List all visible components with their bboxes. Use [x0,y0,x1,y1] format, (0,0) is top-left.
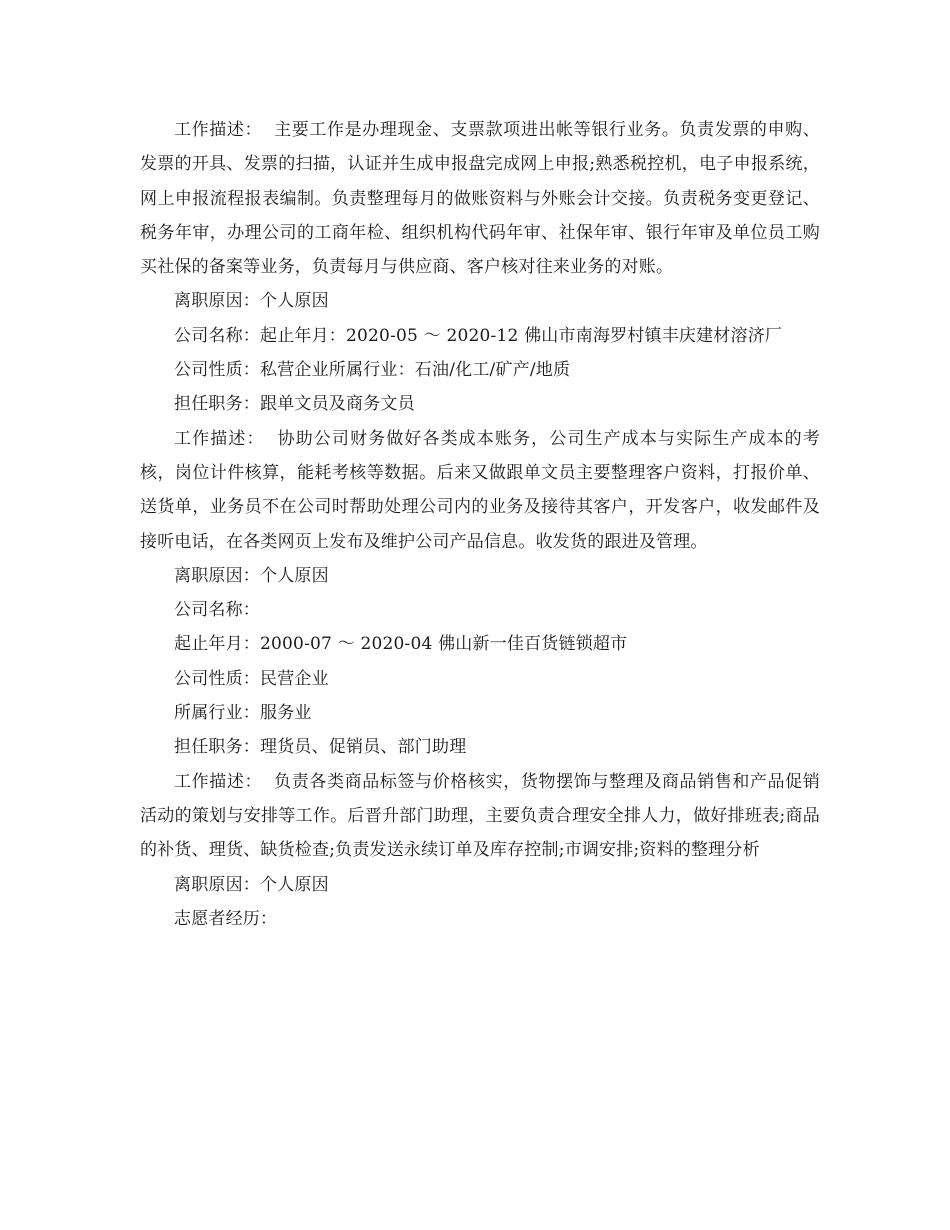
employment-period-line: 起止年月：2000-07 ～ 2020-04 佛山新一佳百货链锁超市 [174,634,628,655]
company-name-line: 公司名称： [174,600,260,621]
position-line: 担任职务：跟单文员及商务文员 [174,394,415,415]
company-nature-line: 公司性质：私营企业所属行业：石油/化工/矿产/地质 [174,360,571,381]
leave-reason-line: 离职原因：个人原因 [174,874,329,895]
leave-reason-line: 离职原因：个人原因 [174,291,329,312]
industry-line: 所属行业：服务业 [174,703,312,724]
leave-reason-line: 离职原因：个人原因 [174,565,329,586]
job-description-paragraph: 工作描述： 主要工作是办理现金、支票款项进出帐等银行业务。负责发票的申购、发票的开具、发票的扫描，认证并生成申报盘完成网上申报;熟悉税控机，电子申报系统，网上申报流程报表编制。负责整理每月的做账资料与外账会计交接。负责税务变更登记、税务年审，办理公司的工商年检、组织机构代码年审、社保年审、银行年审及单位员工购买社保的备案等业务，负责每月与供应商、客户核对往来业务的对账。 [140,120,820,278]
job-description-paragraph: 工作描述： 协助公司财务做好各类成本账务，公司生产成本与实际生产成本的考核，岗位计件核算，能耗考核等数据。后来又做跟单文员主要整理客户资料，打报价单、送货单，业务员不在公司时帮助处理公司内的业务及接待其客户，开发客户，收发邮件及接听电话，在各类网页上发布及维护公司产品信息。收发货的跟进及管理。 [140,428,820,552]
document-body [140,113,820,936]
company-nature-line: 公司性质：民营企业 [174,668,329,689]
volunteer-experience-heading: 志愿者经历： [174,908,278,929]
position-line: 担任职务：理货员、促销员、部门助理 [174,737,467,758]
company-name-line: 公司名称：起止年月：2020-05 ～ 2020-12 佛山市南海罗村镇丰庆建材溶济厂 [174,325,783,346]
job-description-paragraph: 工作描述： 负责各类商品标签与价格核实，货物摆饰与整理及商品销售和产品促销活动的策划与安排等工作。后晋升部门助理，主要负责合理安全排人力，做好排班表;商品的补货、理货、缺货检查;负责发送永续订单及库存控制;市调安排;资料的整理分析 [140,771,820,861]
